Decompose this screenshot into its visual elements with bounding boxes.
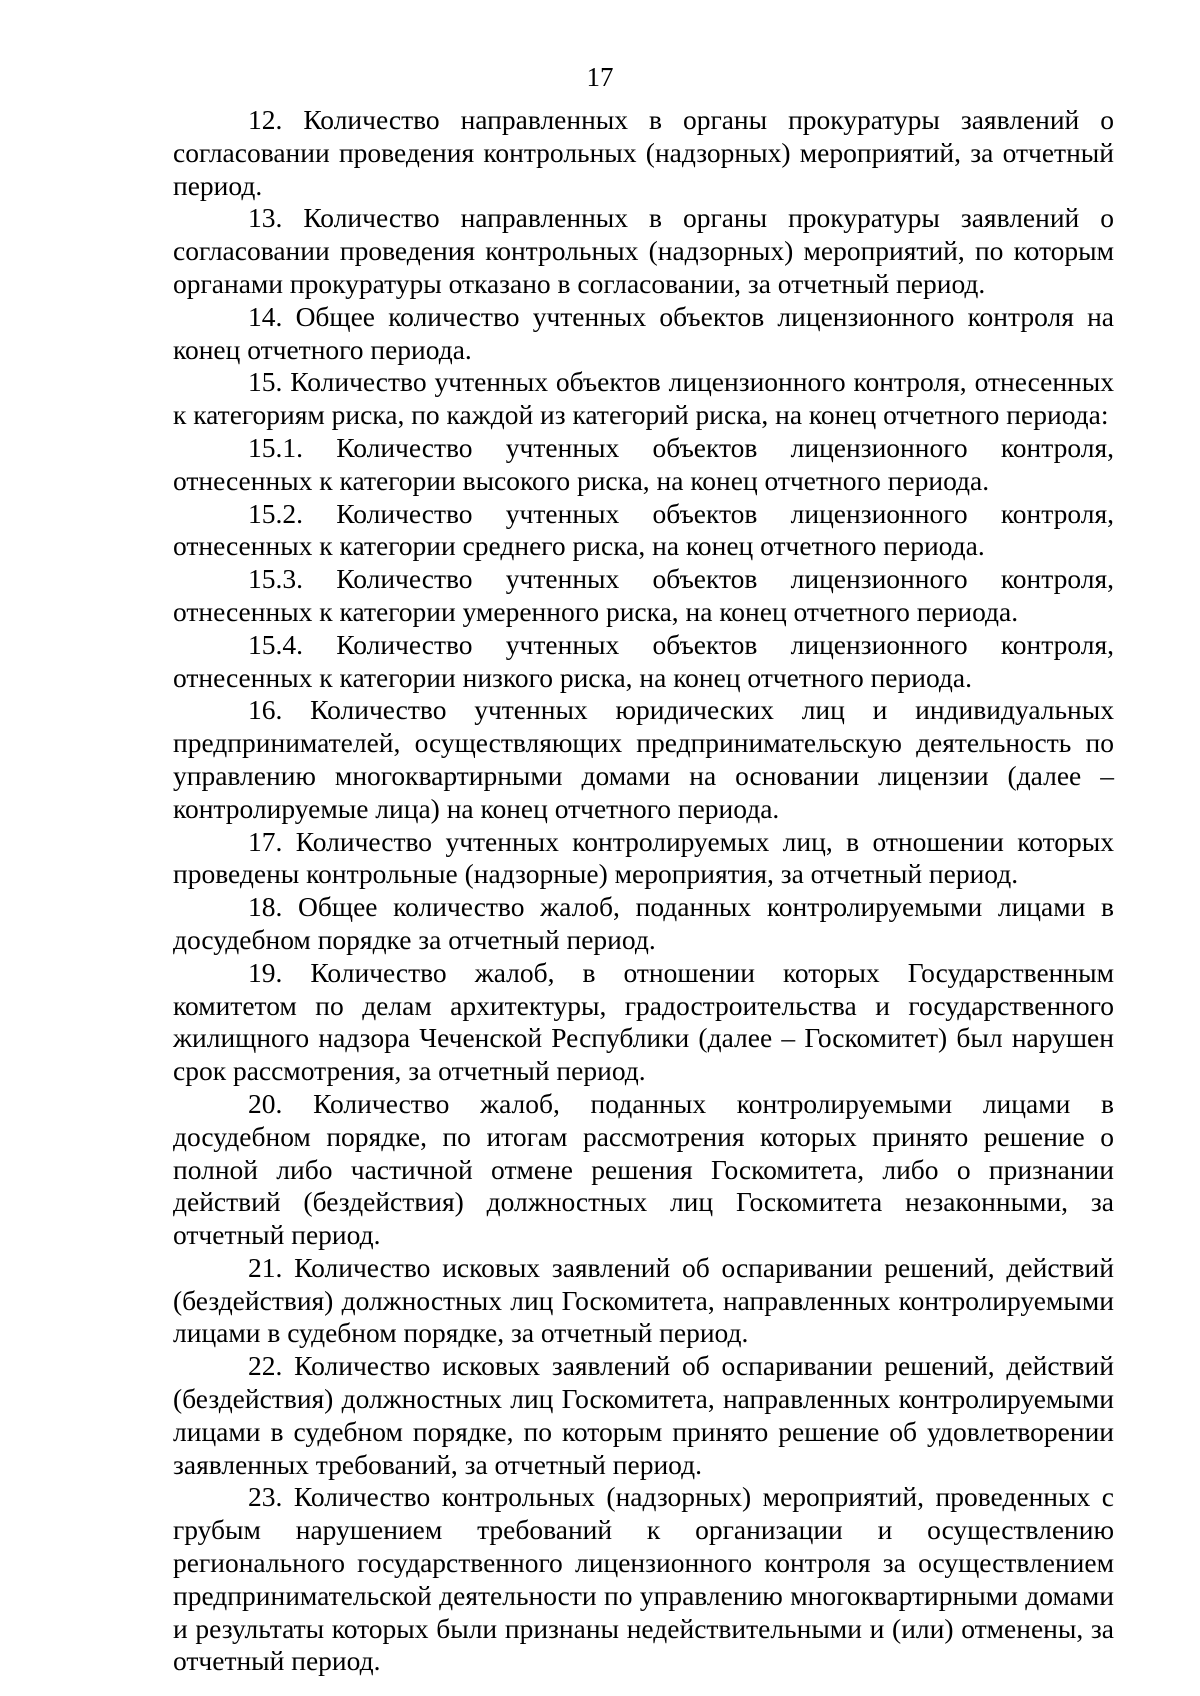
paragraph-21: 21. Количество исковых заявлений об оспаривании решений, действий (бездействия) должностных лиц Госкомитета, направленных контролируемыми лицами в судебном порядке, за отчетный период. xyxy=(173,1251,1114,1349)
paragraph-12: 12. Количество направленных в органы прокуратуры заявлений о согласовании проведения контрольных (надзорных) мероприятий, за отчетный период. xyxy=(173,104,1114,201)
paragraph-19: 19. Количество жалоб, в отношении которых Государственным комитетом по делам архитектуры, градостроительства и государственного жилищного надзора Чеченской Республики (далее – Госкомитет) был нарушен срок рассмотрения, за отчетный период. xyxy=(173,956,1114,1087)
paragraph-15-1: 15.1. Количество учтенных объектов лицензионного контроля, отнесенных к категории высокого риска, на конец отчетного периода. xyxy=(173,431,1114,496)
paragraph-18: 18. Общее количество жалоб, поданных контролируемыми лицами в досудебном порядке за отчетный период. xyxy=(173,891,1114,955)
page-number: 17 xyxy=(586,62,614,92)
paragraph-23: 23. Количество контрольных (надзорных) мероприятий, проведенных с грубым нарушением требований к организации и осуществлению регионального государственного лицензионного контроля за осуществлением предпринимательской деятельности по управлению многоквартирными домами и результаты которых были признаны недействительными и (или) отменены, за отчетный период. xyxy=(173,1481,1114,1677)
paragraph-13: 13. Количество направленных в органы прокуратуры заявлений о согласовании проведения контрольных (надзорных) мероприятий, по которым органами прокуратуры отказано в согласовании, за отчетный период. xyxy=(173,202,1114,299)
paragraph-22: 22. Количество исковых заявлений об оспаривании решений, действий (бездействия) должностных лиц Госкомитета, направленных контролируемыми лицами в судебном порядке, по которым принято решение об удовлетворении заявленных требований, за отчетный период. xyxy=(173,1350,1114,1480)
paragraph-15-2: 15.2. Количество учтенных объектов лицензионного контроля, отнесенных к категории среднего риска, на конец отчетного периода. xyxy=(173,497,1114,562)
paragraph-17: 17. Количество учтенных контролируемых лиц, в отношении которых проведены контрольные (надзорные) мероприятия, за отчетный период. xyxy=(173,825,1114,890)
paragraph-15-3: 15.3. Количество учтенных объектов лицензионного контроля, отнесенных к категории умеренного риска, на конец отчетного периода. xyxy=(173,563,1114,627)
paragraph-15-4: 15.4. Количество учтенных объектов лицензионного контроля, отнесенных к категории низкого риска, на конец отчетного периода. xyxy=(173,628,1114,693)
paragraph-15: 15. Количество учтенных объектов лицензионного контроля, отнесенных к категориям риска, по каждой из категорий риска, на конец отчетного периода: xyxy=(173,366,1114,431)
paragraph-14: 14. Общее количество учтенных объектов лицензионного контроля на конец отчетного периода. xyxy=(173,300,1114,365)
paragraph-20: 20. Количество жалоб, поданных контролируемыми лицами в досудебном порядке, по итогам рассмотрения которых принято решение о полной либо частичной отмене решения Госкомитета, либо о признании действий (бездействия) должностных лиц Госкомитета незаконными, за отчетный период. xyxy=(173,1087,1114,1251)
paragraph-16: 16. Количество учтенных юридических лиц и индивидуальных предпринимателей, осуществляющих предпринимательскую деятельность по управлению многоквартирными домами на основании лицензии (далее – контролируемые лица) на конец отчетного периода. xyxy=(173,694,1114,824)
document-body xyxy=(173,104,1114,1678)
